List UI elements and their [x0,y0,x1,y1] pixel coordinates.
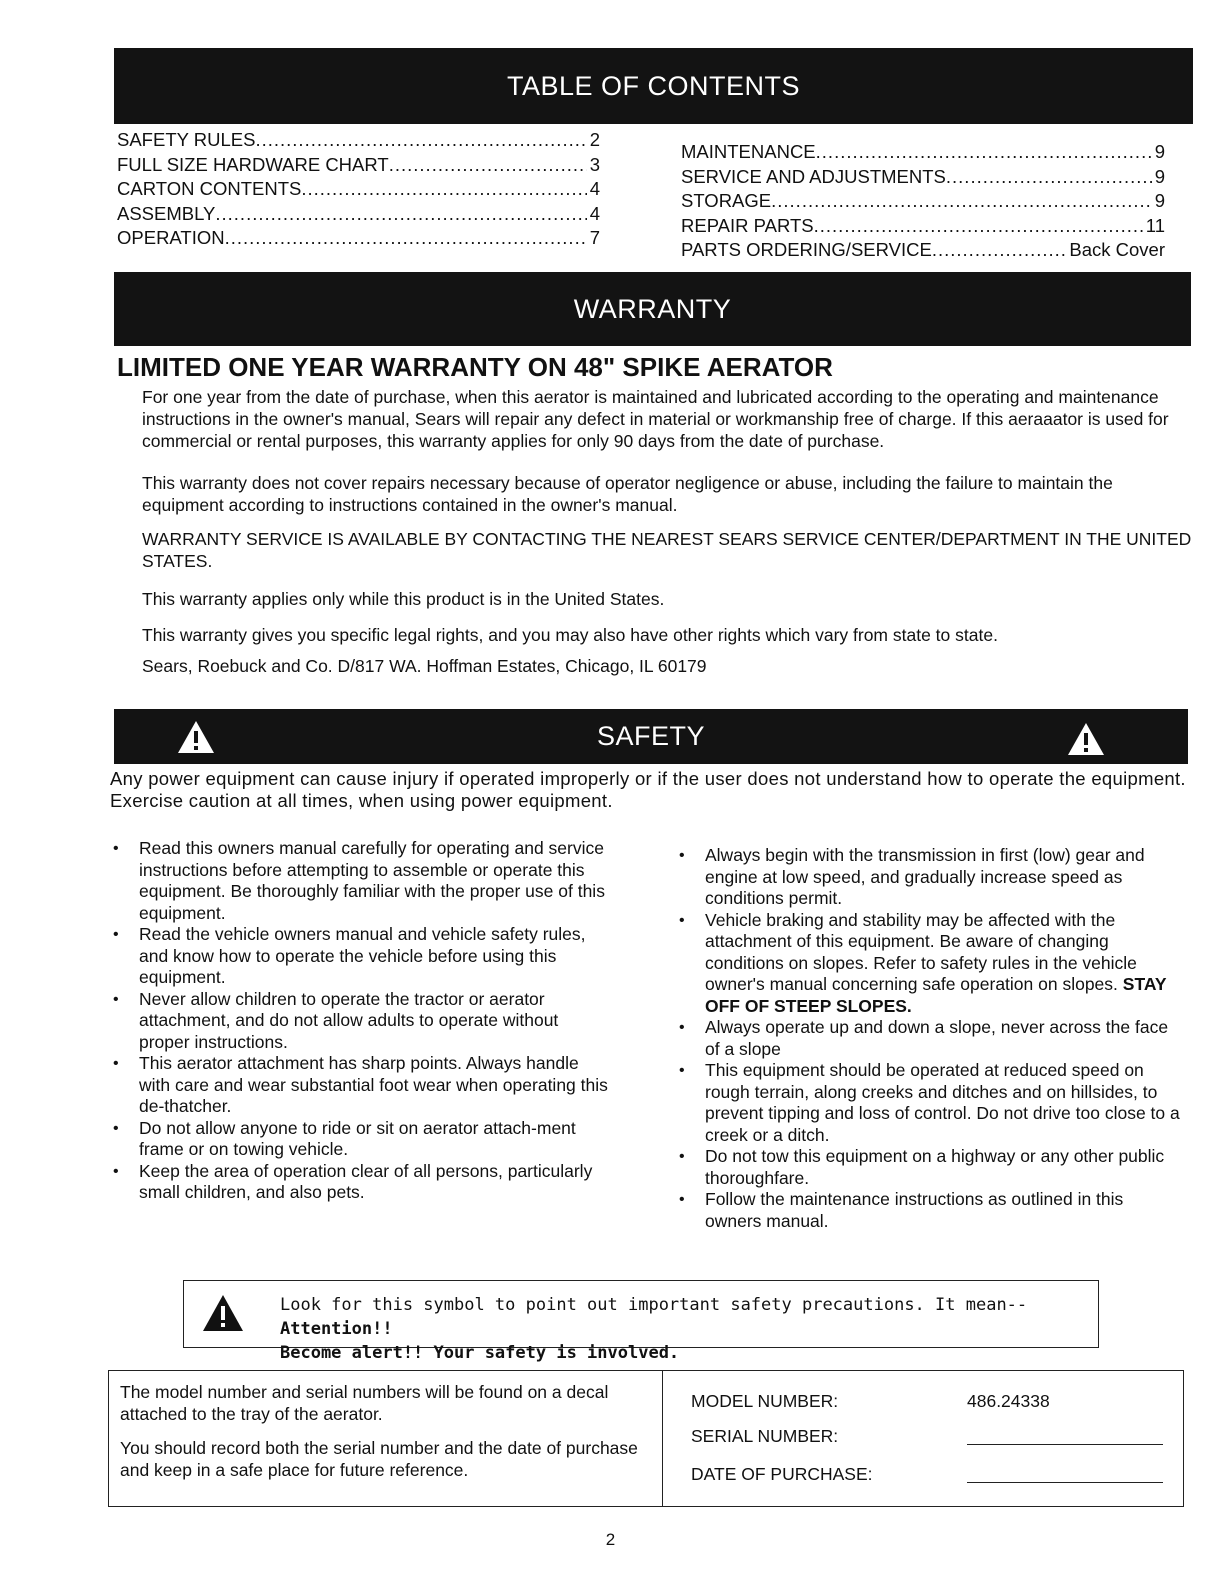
list-item: • Read the vehicle owners manual and vehicle safety rules, and know how to operate the vehicle before using this equipment. [110,924,610,989]
safety-header-bar [114,709,1188,764]
warranty-title: LIMITED ONE YEAR WARRANTY ON 48" SPIKE AERATOR [117,352,833,382]
record-info-p2: You should record both the serial number and the date of purchase and keep in a safe place for future reference. [120,1438,638,1480]
toc-entry-label: SAFETY RULES [117,129,256,150]
toc-leader-dots [946,165,1152,190]
record-info-p1: The model number and serial numbers will be found on a decal attached to the tray of the aerator. [120,1382,609,1424]
toc-entry-page: 7 [589,227,600,248]
warning-right-icon [1066,721,1106,757]
purchase-date-line [967,1482,1163,1483]
notice-text [280,1293,1095,1365]
toc-leader-dots [225,226,587,251]
safety-symbol-notice [183,1280,1099,1363]
toc-entry-label: CARTON CONTENTS [117,178,302,199]
toc-entry [117,153,600,178]
box-divider [662,1371,663,1506]
safety-intro: Any power equipment can cause injury if operated improperly or if the user does not understand how to operate the equipment. Exercise caution at all times, when using power equipment. [110,768,1186,811]
braking-text: Vehicle braking and stability may be affected with the attachment of this equipment. Be aware of changing conditions on slopes. Refer to safety rules in the vehicle owner's manual concerning safe operation on slopes. [705,909,1137,994]
toc-entry-page: 9 [1154,165,1165,187]
list-item [676,910,1181,1018]
warranty-paragraph: This warranty does not cover repairs necessary because of operator negligence or abuse, including the failure to maintain the equipment according to instructions contained in the owner's manual. [142,473,1113,515]
list-item: • Always operate up and down a slope, never across the face of a slope [676,1017,1181,1060]
toc-entry-page: 9 [1154,190,1165,211]
warning-symbol-icon [202,1294,244,1332]
list-item: • Never allow children to operate the tractor or aerator attachment, and do not allow adults to operate without proper instructions. [110,989,610,1054]
toc-entry-label: REPAIR PARTS [681,214,814,236]
warranty-header-bar [114,272,1191,346]
steep-slopes-warning: STAY OFF OF STEEP SLOPES. [705,974,1167,1016]
notice-line2: Become alert!! Your safety is involved. [280,1343,680,1363]
toc-entry [681,214,1165,239]
serial-number-label: SERIAL NUMBER: [691,1426,839,1446]
toc-right-column [681,140,1165,263]
warranty-paragraph: WARRANTY SERVICE IS AVAILABLE BY CONTACTING THE NEAREST SEARS SERVICE CENTER/DEPARTMENT IN THE UNITED STATES. [142,529,1192,571]
safety-header: SAFETY [596,721,706,751]
toc-leader-dots [255,128,586,153]
toc-header: TABLE OF CONTENTS [506,70,801,101]
toc-leader-dots [389,153,587,178]
list-item: • This aerator attachment has sharp points. Always handle with care and wear substantial foot wear when operating this de-thatcher. [110,1053,610,1118]
model-number-value: 486.24338 [967,1391,1050,1411]
page-number: 2 [605,1530,616,1549]
toc-header-bar [114,48,1193,124]
toc-entry [117,226,600,251]
purchase-date-row [691,1464,1171,1488]
toc-entry-page: 4 [589,202,600,224]
toc-leader-dots [215,202,586,227]
list-item: • Always begin with the transmission in first (low) gear and engine at low speed, and gradually increase speed as conditions permit. [676,845,1181,910]
toc-left-column [117,128,600,251]
toc-entry [681,165,1165,190]
toc-leader-dots [771,189,1152,214]
toc-entry-label: OPERATION [117,227,225,248]
toc-entry [117,128,600,153]
toc-entry-label: MAINTENANCE [681,141,816,162]
toc-entry-page: 11 [1145,214,1165,236]
toc-entry-label: ASSEMBLY [117,202,216,224]
list-item: • Read this owners manual carefully for operating and service instructions before attempting to assemble or operate this equipment. Be thoroughly familiar with the proper use of this equipment. [110,838,610,924]
warranty-address: Sears, Roebuck and Co. D/817 WA. Hoffman Estates, Chicago, IL 60179 [142,656,707,676]
toc-entry-page: Back Cover [1069,239,1165,260]
toc-entry [117,202,600,227]
warranty-paragraph: This warranty applies only while this product is in the United States. [142,589,665,609]
toc-entry-page: 4 [589,178,600,199]
list-item: • Do not tow this equipment on a highway or any other public thoroughfare. [676,1146,1181,1189]
model-record-box [108,1370,1184,1507]
safety-rules-left [110,838,610,1204]
model-number-label: MODEL NUMBER: [691,1391,839,1411]
serial-number-line [967,1444,1163,1445]
notice-line1: Look for this symbol to point out important safety precautions. It mean-- [280,1295,1028,1315]
purchase-date-label: DATE OF PURCHASE: [691,1464,873,1484]
toc-entry-label: FULL SIZE HARDWARE CHART [117,153,389,175]
safety-rules-right [676,845,1181,1232]
list-item: • Keep the area of operation clear of all persons, particularly small children, and also pets. [110,1161,610,1204]
record-instructions [120,1381,650,1481]
serial-number-row [691,1426,1171,1450]
warranty-header: WARRANTY [573,293,732,324]
toc-leader-dots [932,238,1067,263]
list-item: • This equipment should be operated at reduced speed on rough terrain, along creeks and ditches and on hillsides, to prevent tipping and loss of control. Do not drive too close to a creek or a ditch. [676,1060,1181,1146]
warranty-paragraph: For one year from the date of purchase, when this aerator is maintained and lubricated according to the operating and maintenance instructions in the owner's manual, Sears will repair any defect in material or workmanship free of charge. If this aeraaator is used for commercial or rental purposes, this warranty applies for only 90 days from the date of purchase. [142,387,1169,451]
toc-leader-dots [301,177,586,202]
toc-entry [681,189,1165,214]
toc-entry-label: SERVICE AND ADJUSTMENTS [681,165,946,187]
list-item: • Follow the maintenance instructions as outlined in this owners manual. [676,1189,1181,1232]
toc-entry [117,177,600,202]
toc-entry-page: 9 [1154,141,1165,162]
notice-attention: Attention!! [280,1319,393,1339]
toc-leader-dots [816,140,1152,165]
toc-entry-page: 3 [589,153,600,175]
list-item: • Do not allow anyone to ride or sit on aerator attach-ment frame or on towing vehicle. [110,1118,610,1161]
model-number-row [691,1391,1171,1415]
warranty-warning-left-icon [176,719,216,755]
toc-entry-label: STORAGE [681,190,772,211]
toc-entry-label: PARTS ORDERING/SERVICE [681,239,932,260]
warranty-paragraph: This warranty gives you specific legal rights, and you may also have other rights which vary from state to state. [142,625,998,645]
toc-entry-page: 2 [589,129,600,150]
toc-leader-dots [814,214,1143,239]
toc-entry [681,238,1165,263]
toc-entry [681,140,1165,165]
